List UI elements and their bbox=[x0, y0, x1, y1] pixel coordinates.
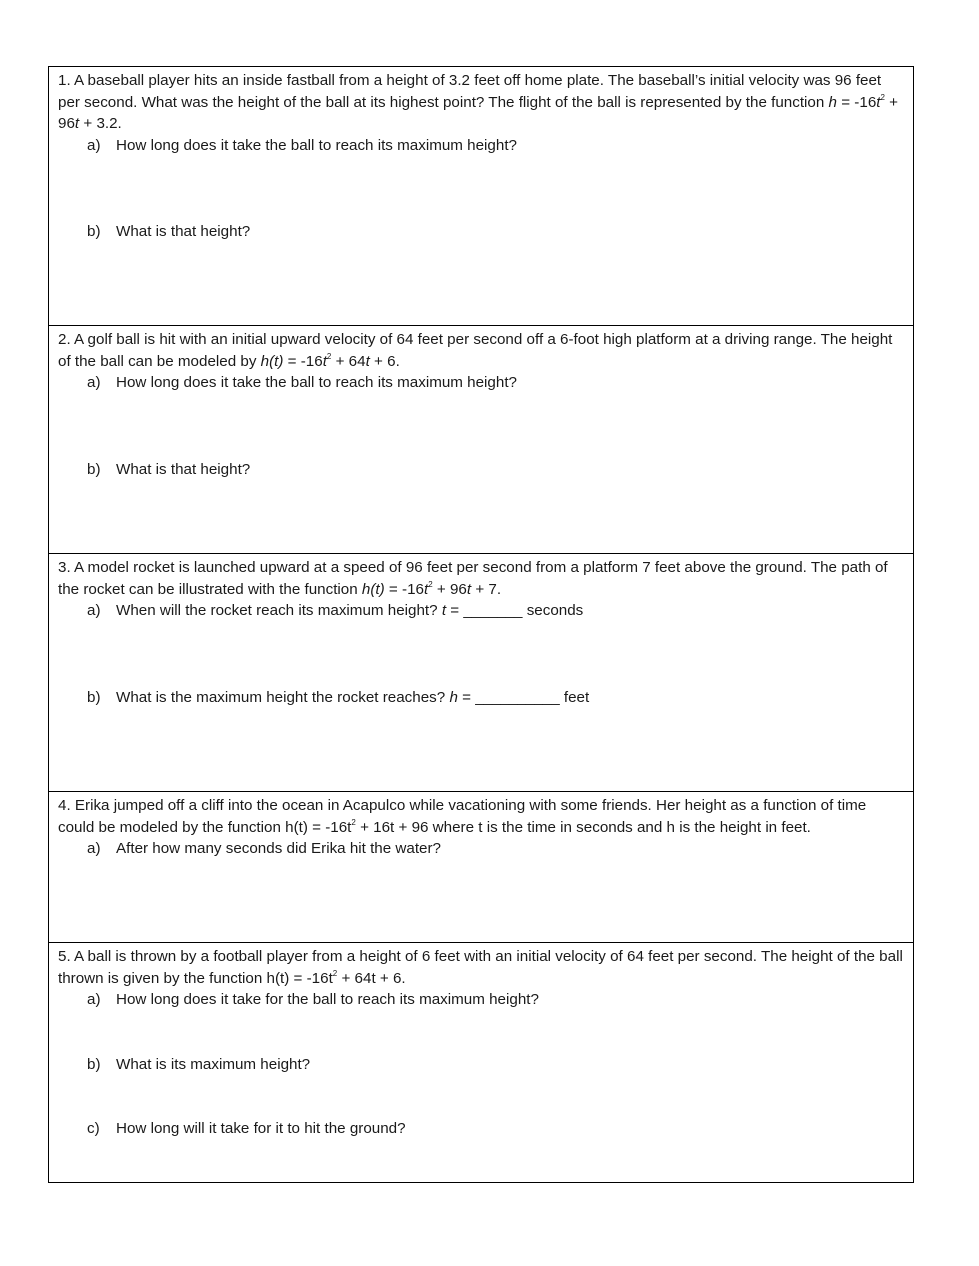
worksheet-table bbox=[48, 66, 914, 1183]
problem-5-part-b: b) What is its maximum height? bbox=[87, 1055, 311, 1073]
problem-2-part-a: a) How long does it take the ball to reach its maximum height? bbox=[87, 374, 517, 391]
problem-5-part-c: c) How long will it take for it to hit the ground? bbox=[87, 1120, 406, 1137]
problem-5-part-a: a) How long does it take for the ball to reach its maximum height? bbox=[87, 991, 539, 1008]
problem-3-part-a: a) When will the rocket reach its maximum height? t = _______ seconds bbox=[87, 602, 584, 619]
problem-5-stem: 5. A ball is thrown by a football player from a height of 6 feet with an initial velocity of 64 feet per second. The height of the ball thrown is given by the function $h(t) = -16t^2 + 64t + 6$. bbox=[58, 948, 903, 987]
problem-2-part-b: b) What is that height? bbox=[87, 460, 251, 478]
problem-1-stem: 1. A baseball player hits an inside fastball from a height of 3.2 feet off home plate. The baseball’s initial velocity was 96 feet per second. What was the height of the ball at its highest point? The flight of the ball is represented by the function $h = -16t^2 + 96t + 3.2$. bbox=[58, 72, 899, 132]
problem-3-stem: 3. A model rocket is launched upward at a speed of 96 feet per second from a platform 7 feet above the ground. The path of the rocket can be illustrated with the function $h(t) = -16t^2 + 96t + 7$. bbox=[58, 559, 888, 598]
problem-5 bbox=[49, 943, 913, 1182]
problem-4-part-a: a) After how many seconds did Erika hit the water? bbox=[87, 840, 442, 857]
problem-1 bbox=[49, 67, 913, 326]
problem-3-part-b: b) What is the maximum height the rocket reaches? h = __________ feet bbox=[87, 688, 590, 706]
problem-1-part-a: a) How long does it take the ball to reach its maximum height? bbox=[87, 136, 517, 154]
problem-2-stem: 2. A golf ball is hit with an initial upward velocity of 64 feet per second off a 6-foot high platform at a driving range. The height of the ball can be modeled by $h(t) = -16t^2 + 64t + 6$. bbox=[58, 331, 893, 370]
answer-blank-seconds[interactable]: = _______ seconds bbox=[446, 602, 584, 619]
problem-1-part-b: b) What is that height? bbox=[87, 223, 251, 240]
answer-blank-feet[interactable]: = __________ feet bbox=[457, 688, 590, 706]
problem-4-stem: 4. Erika jumped off a cliff into the ocean in Acapulco while vacationing with some friends. Her height as a function of time could be modeled by the function $h(t) = -16t^2 + 16t + 96$ where t is the time in seconds and h is the height in feet. bbox=[58, 797, 867, 836]
problem-3 bbox=[49, 554, 913, 792]
problem-2 bbox=[49, 326, 913, 554]
problem-4 bbox=[49, 792, 913, 943]
